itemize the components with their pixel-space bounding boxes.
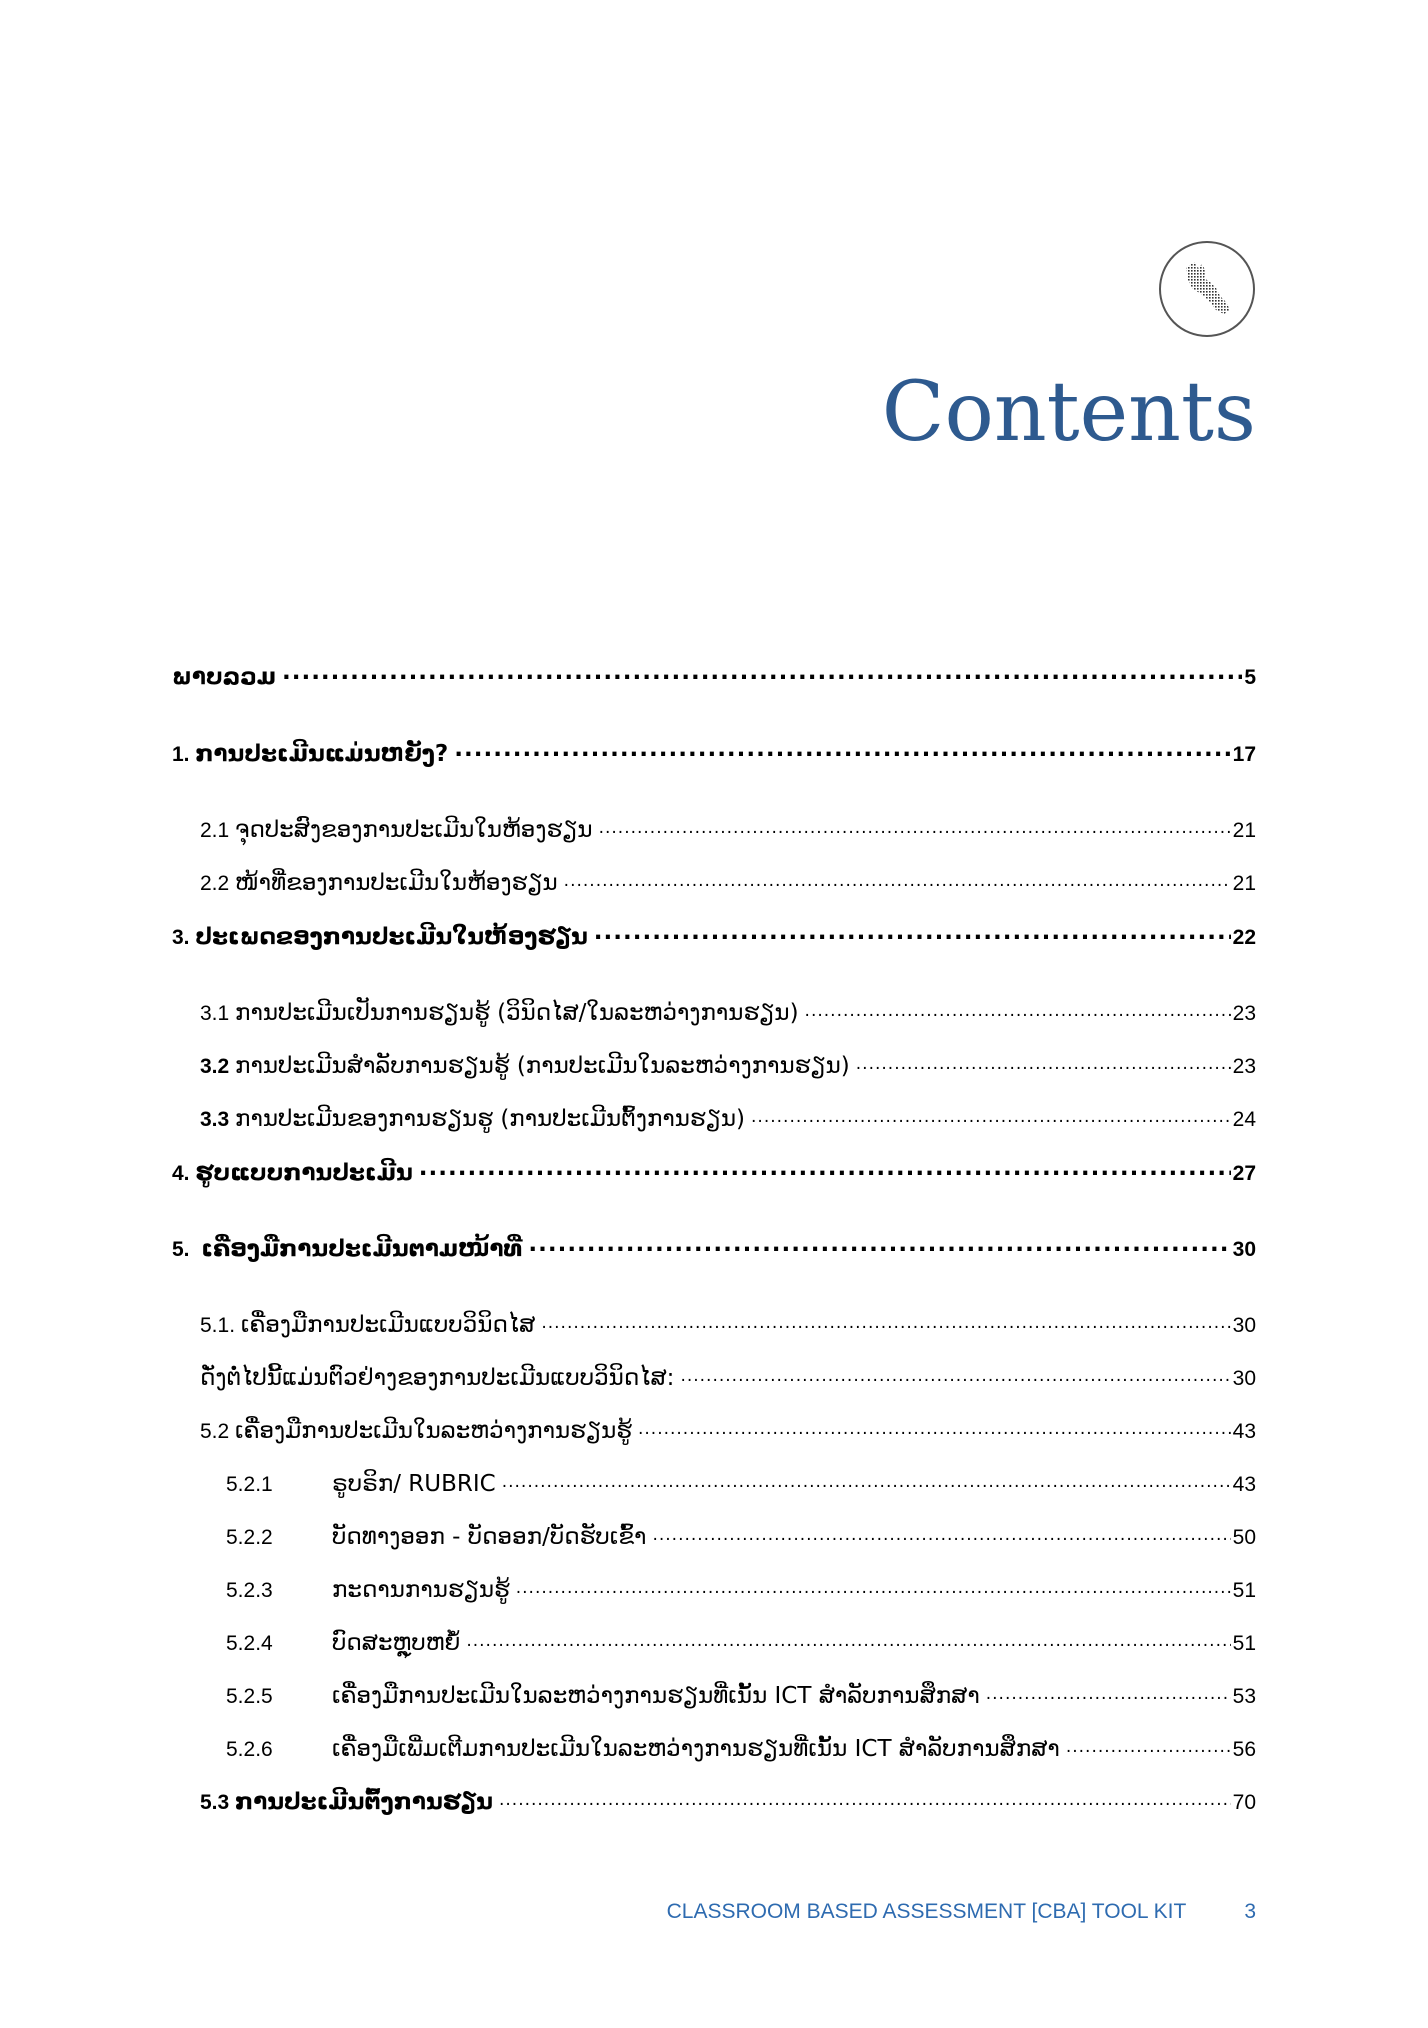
toc-entry-label: ການປະເມີນເປັນການຮຽນຮູ້ (ວິນິດໄສ/ໃນລະຫວ່າງການຮຽນ): [235, 1000, 799, 1026]
toc-entry-label: ດັ່ງຕໍ່ໄປນີ້ແມ່ນຕົວຢ່າງຂອງການປະເມີນແບບວິນິດໄສ:: [200, 1365, 675, 1391]
toc-entry-page: 70: [1232, 1791, 1256, 1814]
toc-entry[interactable]: [0, 1222, 1428, 1262]
toc-entry-label: ເຄື່ອງມືການປະເມີນໃນລະຫວ່າງການຮຽນຮູ້: [235, 1418, 632, 1444]
toc-leader-dots: [856, 1056, 1231, 1079]
toc-leader-dots: [599, 820, 1231, 843]
toc-entry-page: 21: [1232, 819, 1256, 842]
toc-entry-label: ເຄື່ອງມືການປະເມີນແບບວິນິດໄສ: [240, 1312, 536, 1338]
toc-entry-page: 23: [1232, 1002, 1256, 1025]
toc-leader-dots: [502, 1474, 1231, 1497]
toc-leader-dots: [282, 661, 1242, 690]
toc-entry-label: ການປະເມີນແມ່ນຫຍັງ?: [195, 741, 449, 767]
toc-entry[interactable]: [0, 1563, 1428, 1603]
toc-entry-number: 5.: [172, 1238, 202, 1261]
toc-entry-label: ກະດານການຮຽນຮູ້: [332, 1577, 510, 1603]
toc-entry[interactable]: [0, 727, 1428, 767]
toc-entry-number: 3.3: [200, 1108, 236, 1131]
toc-leader-dots: [419, 1157, 1231, 1186]
toc-entry-label: ຈຸດປະສົງຂອງການປະເມີນໃນຫ້ອງຮຽນ: [235, 817, 593, 843]
toc-entry-label: ໜ້າທີ່ຂອງການປະເມີນໃນຫ້ອງຮຽນ: [235, 870, 558, 896]
toc-entry[interactable]: [0, 1146, 1428, 1186]
toc-entry-number: 5.2.2: [226, 1526, 273, 1549]
toc-leader-dots: [594, 921, 1231, 950]
toc-leader-dots: [516, 1580, 1231, 1603]
toc-entry-number: 3.2: [200, 1055, 236, 1078]
toc-entry-number: 4.: [172, 1162, 196, 1185]
toc-entry-page: 56: [1232, 1738, 1256, 1761]
toc-entry-label: ບັດທາງອອກ - ບັດອອກ/ບັດຮັບເຂົ້າ: [332, 1524, 647, 1550]
toc-entry-label: ເຄື່ອງມືເພີ່ມເຕີມການປະເມີນໃນລະຫວ່າງການຮຽນທີ່ເນັ້ນ ICT ສຳລັບການສຶກສາ: [332, 1736, 1060, 1762]
toc-leader-dots: [541, 1315, 1230, 1338]
toc-entry-label: ເຄື່ອງມືການປະເມີນຕາມໜ້າທີ່: [201, 1236, 523, 1262]
toc-leader-dots: [638, 1421, 1231, 1444]
toc-entry[interactable]: [0, 1404, 1428, 1444]
toc-leader-dots: [528, 1233, 1230, 1262]
toc-entry-label: ການປະເມີນສຳລັບການຮຽນຮູ້ (ການປະເມີນໃນລະຫວ່າງການຮຽນ): [235, 1053, 850, 1079]
toc-entry[interactable]: [0, 1351, 1428, 1391]
toc-entry-number: 5.2.6: [226, 1738, 273, 1761]
toc-entry-page: 51: [1232, 1632, 1256, 1655]
toc-leader-dots: [466, 1633, 1230, 1656]
toc-entry-label: ຣູບຣິກ/ RUBRIC: [332, 1471, 496, 1497]
toc-leader-dots: [499, 1792, 1231, 1815]
toc-entry-label: ເຄື່ອງມືການປະເມີນໃນລະຫວ່າງການຮຽນທີ່ເນັ້ນ ICT ສຳລັບການສຶກສາ: [332, 1683, 980, 1709]
toc-entry[interactable]: [0, 803, 1428, 843]
toc-entry[interactable]: [0, 1616, 1428, 1656]
toc-entry-label: ການປະເມີນຂອງການຮຽນຮູ (ການປະເມີນຕົ້ງການຮຽນ): [235, 1106, 746, 1132]
toc-leader-dots: [652, 1527, 1230, 1550]
toc-leader-dots: [805, 1003, 1231, 1026]
toc-entry-page: 27: [1232, 1162, 1256, 1185]
toc-entry-number: 5.2.4: [226, 1632, 273, 1655]
toc-leader-dots: [564, 873, 1231, 896]
toc-entry-page: 51: [1232, 1579, 1256, 1602]
toc-entry[interactable]: [0, 1722, 1428, 1762]
toc-entry-number: 5.3: [200, 1791, 236, 1814]
toc-entry-number: 3.1: [200, 1002, 236, 1025]
toc-entry[interactable]: [0, 1457, 1428, 1497]
toc-entry-page: 21: [1232, 872, 1256, 895]
toc-leader-dots: [454, 738, 1230, 767]
toc-entry[interactable]: [0, 910, 1428, 950]
toc-leader-dots: [680, 1368, 1230, 1391]
toc-entry-number: 5.2.3: [226, 1579, 273, 1602]
toc-entry[interactable]: [0, 1092, 1428, 1132]
toc-entry-page: 24: [1232, 1108, 1256, 1131]
toc-entry[interactable]: [0, 1669, 1428, 1709]
toc-entry-label: ຮູບແບບການປະເມີນ: [195, 1160, 413, 1186]
toc-entry[interactable]: [0, 1510, 1428, 1550]
toc-leader-dots: [986, 1686, 1231, 1709]
toc-entry-number: 5.1.: [200, 1314, 241, 1337]
footer-page-number: 3: [1244, 1900, 1256, 1923]
toc-entry-label: ບົດສະຫຼຸບຫຍໍ້: [332, 1630, 461, 1656]
toc-entry-page: 30: [1232, 1238, 1256, 1261]
toc-entry[interactable]: [0, 1039, 1428, 1079]
laos-map-emblem-icon: [1158, 240, 1256, 338]
toc-entry[interactable]: [0, 986, 1428, 1026]
toc-entry-page: 22: [1232, 926, 1256, 949]
toc-entry-label: ປະເພດຂອງການປະເມີນໃນຫ້ອງຮຽນ: [195, 924, 588, 950]
toc-entry-page: 43: [1232, 1420, 1256, 1443]
toc-entry-page: 53: [1232, 1685, 1256, 1708]
toc-entry-number: 1.: [172, 743, 196, 766]
toc-entry-number: 2.1: [200, 819, 236, 842]
toc-entry-page: 43: [1232, 1473, 1256, 1496]
toc-entry-page: 50: [1232, 1526, 1256, 1549]
toc-entry-page: 17: [1232, 743, 1256, 766]
footer-title: CLASSROOM BASED ASSESSMENT [CBA] TOOL KIT: [666, 1900, 1187, 1923]
toc-entry-label: ພາບລວມ: [172, 664, 276, 690]
toc-entry[interactable]: [0, 650, 1428, 690]
toc-entry-number: 2.2: [200, 872, 236, 895]
toc-entry[interactable]: [0, 856, 1428, 896]
toc-entry-number: 3.: [172, 926, 196, 949]
toc-entry-number: 5.2.1: [226, 1473, 273, 1496]
toc-entry-page: 23: [1232, 1055, 1256, 1078]
toc-entry-label: ການປະເມີນຕົ້ງການຮຽນ: [235, 1789, 493, 1815]
toc-leader-dots: [1066, 1739, 1231, 1762]
toc-entry-number: 5.2: [200, 1420, 236, 1443]
toc-entry[interactable]: [0, 1775, 1428, 1815]
page-footer: [643, 1876, 1256, 1948]
toc-leader-dots: [751, 1109, 1231, 1132]
toc-entry-page: 5: [1244, 666, 1256, 689]
toc-entry-page: 30: [1232, 1314, 1256, 1337]
toc-entry-page: 30: [1232, 1367, 1256, 1390]
toc-entry-number: 5.2.5: [226, 1685, 273, 1708]
toc-entry[interactable]: [0, 1298, 1428, 1338]
page-title: Contents: [881, 365, 1256, 460]
